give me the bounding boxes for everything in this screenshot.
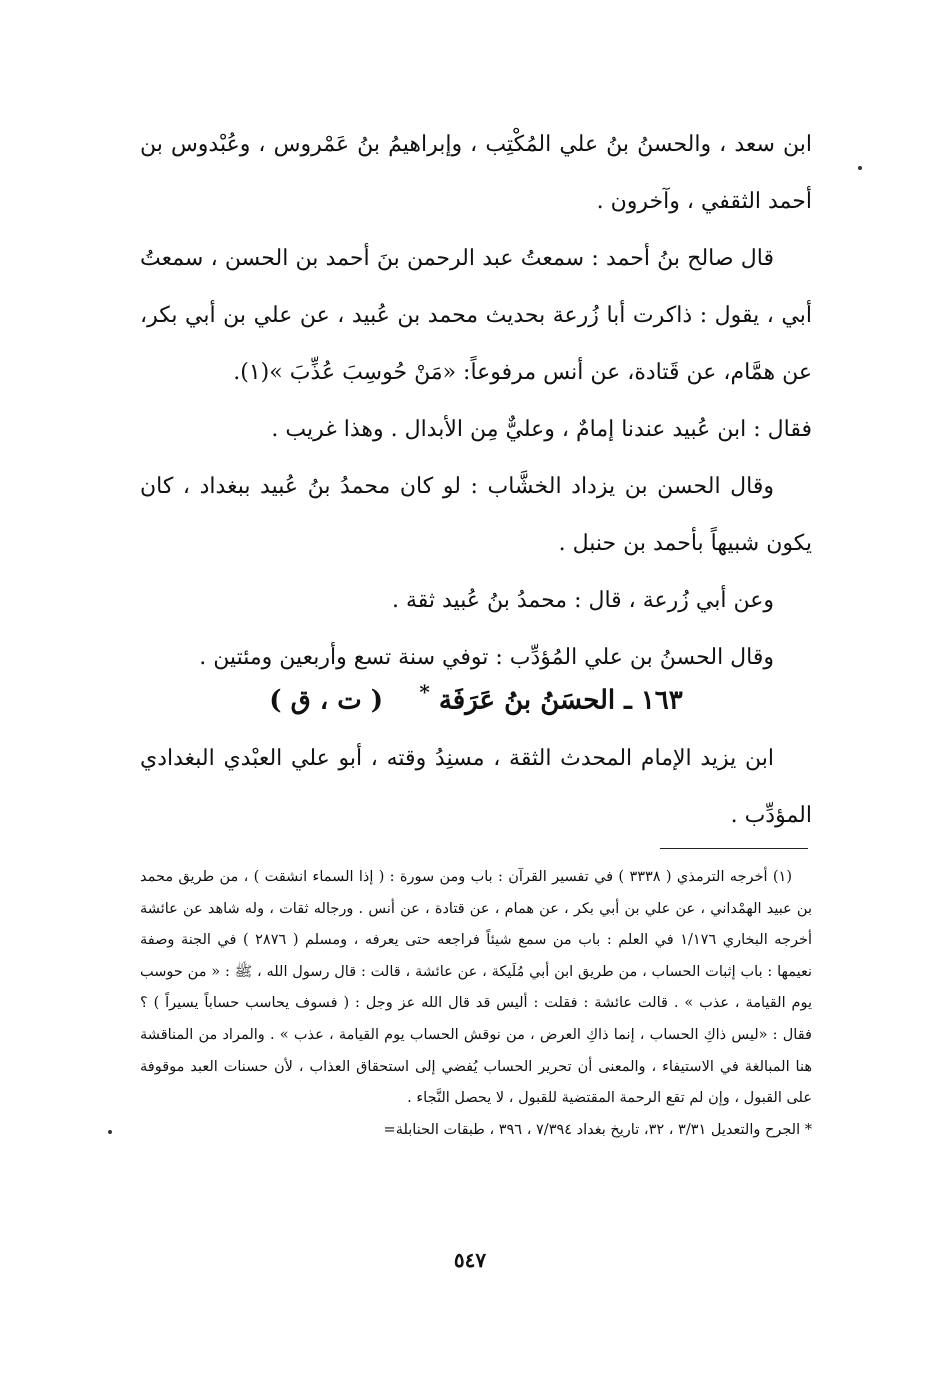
footnotes <box>140 862 812 1146</box>
paragraph-death: وقال الحسنُ بن علي المُؤدِّب : توفي سنة تسع وأربعين ومئتين . <box>199 645 774 670</box>
paragraph-comment: فقال : ابن عُبيد عندنا إمامٌ ، وعليٌّ مِن الأبدال . وهذا غريب . <box>271 417 812 442</box>
page-number: ٥٤٧ <box>453 1248 487 1272</box>
paragraph-students: ابن سعد ، والحسنُ بنُ علي المُكْتِب ، وإبراهيمُ بنُ عَمْروس ، وعُبْدوس بن أحمد الثقفي ، وآخرون . <box>140 132 812 214</box>
entry-bio <box>140 730 812 844</box>
entry-heading <box>140 664 812 730</box>
bio-paragraph: ابن يزيد الإمام المحدث الثقة ، مسنِدُ وقته ، أبو علي العبْدي البغدادي المؤدِّب . <box>140 746 812 828</box>
main-text <box>140 116 812 686</box>
scan-speck <box>858 166 862 170</box>
entry-star: * <box>419 680 430 704</box>
paragraph-hadith-report: قال صالح بنُ أحمد : سمعتُ عبد الرحمن بنَ أحمد بن الحسن ، سمعتُ أبي ، يقول : ذاكرت أبا زُرعة بحديث محمد بن عُبيد ، عن علي بن أبي بكر، عن همَّام، عن قَتادة، عن أنس مرفوعاً: «مَنْ حُوسِبَ عُذِّبَ »(١). <box>140 246 812 385</box>
footnote-separator <box>660 848 808 849</box>
entry-sigla: ( ت ، ق ) <box>269 685 384 716</box>
scan-speck <box>108 1130 112 1134</box>
footnote-sources: * الجرح والتعديل ٣/٣١ ، ٣٢، تاريخ بغداد ٧/٣٩٤ ، ٣٩٦ ، طبقات الحنابلة= <box>383 1121 812 1138</box>
paragraph-khashshab: وقال الحسن بن يزداد الخشَّاب : لو كان محمدُ بنُ عُبيد ببغداد ، كان يكون شبيهاً بأحمد بن حنبل . <box>140 474 812 556</box>
paragraph-abu-zura: وعن أبي زُرعة ، قال : محمدُ بنُ عُبيد ثقة . <box>391 588 774 613</box>
footnote-1: (١) أخرجه الترمذي ( ٣٣٣٨ ) في تفسير القرآن : باب ومن سورة : ( إذا السماء انشقت ) ، من طريق محمد بن عبيد الهمْداني ، عن علي بن أبي بكر ، عن همام ، عن قتادة ، عن أنس . ورجاله ثقات ، وله شاهد عن عائشة أخرجه البخاري ١/١٧٦ في العلم : باب من سمع شيئاً فراجعه حتى يعرفه ، ومسلم ( ٢٨٧٦ ) في الجنة وصفة نعيمها : باب إثبات الحساب ، من طريق ابن أبي مُلَيكة ، عن عائشة ، قالت : قال رسول الله ، ﷺ : « من حوسب يوم القيامة ، عذب » . قالت عائشة : فقلت : أليس قد قال الله عز وجل : ( فسوف يحاسب حساباً يسيراً ) ؟ فقال : «ليس ذاكِ الحساب ، إنما ذاكِ العرض ، من نوقش الحساب يوم القيامة ، عذب » . والمراد من المناقشة هنا المبالغة في الاستيفاء ، والمعنى أن تحرير الحساب يُفضي إلى استحقاق العذاب ، لأن حسنات العبد موقوفة على القبول ، وإن لم تقع الرحمة المقتضية للقبول ، لا يحصل النَّجاء . <box>140 869 812 1107</box>
entry-title: ١٦٣ ـ الحسَنُ بنُ عَرَفَة <box>438 685 683 716</box>
